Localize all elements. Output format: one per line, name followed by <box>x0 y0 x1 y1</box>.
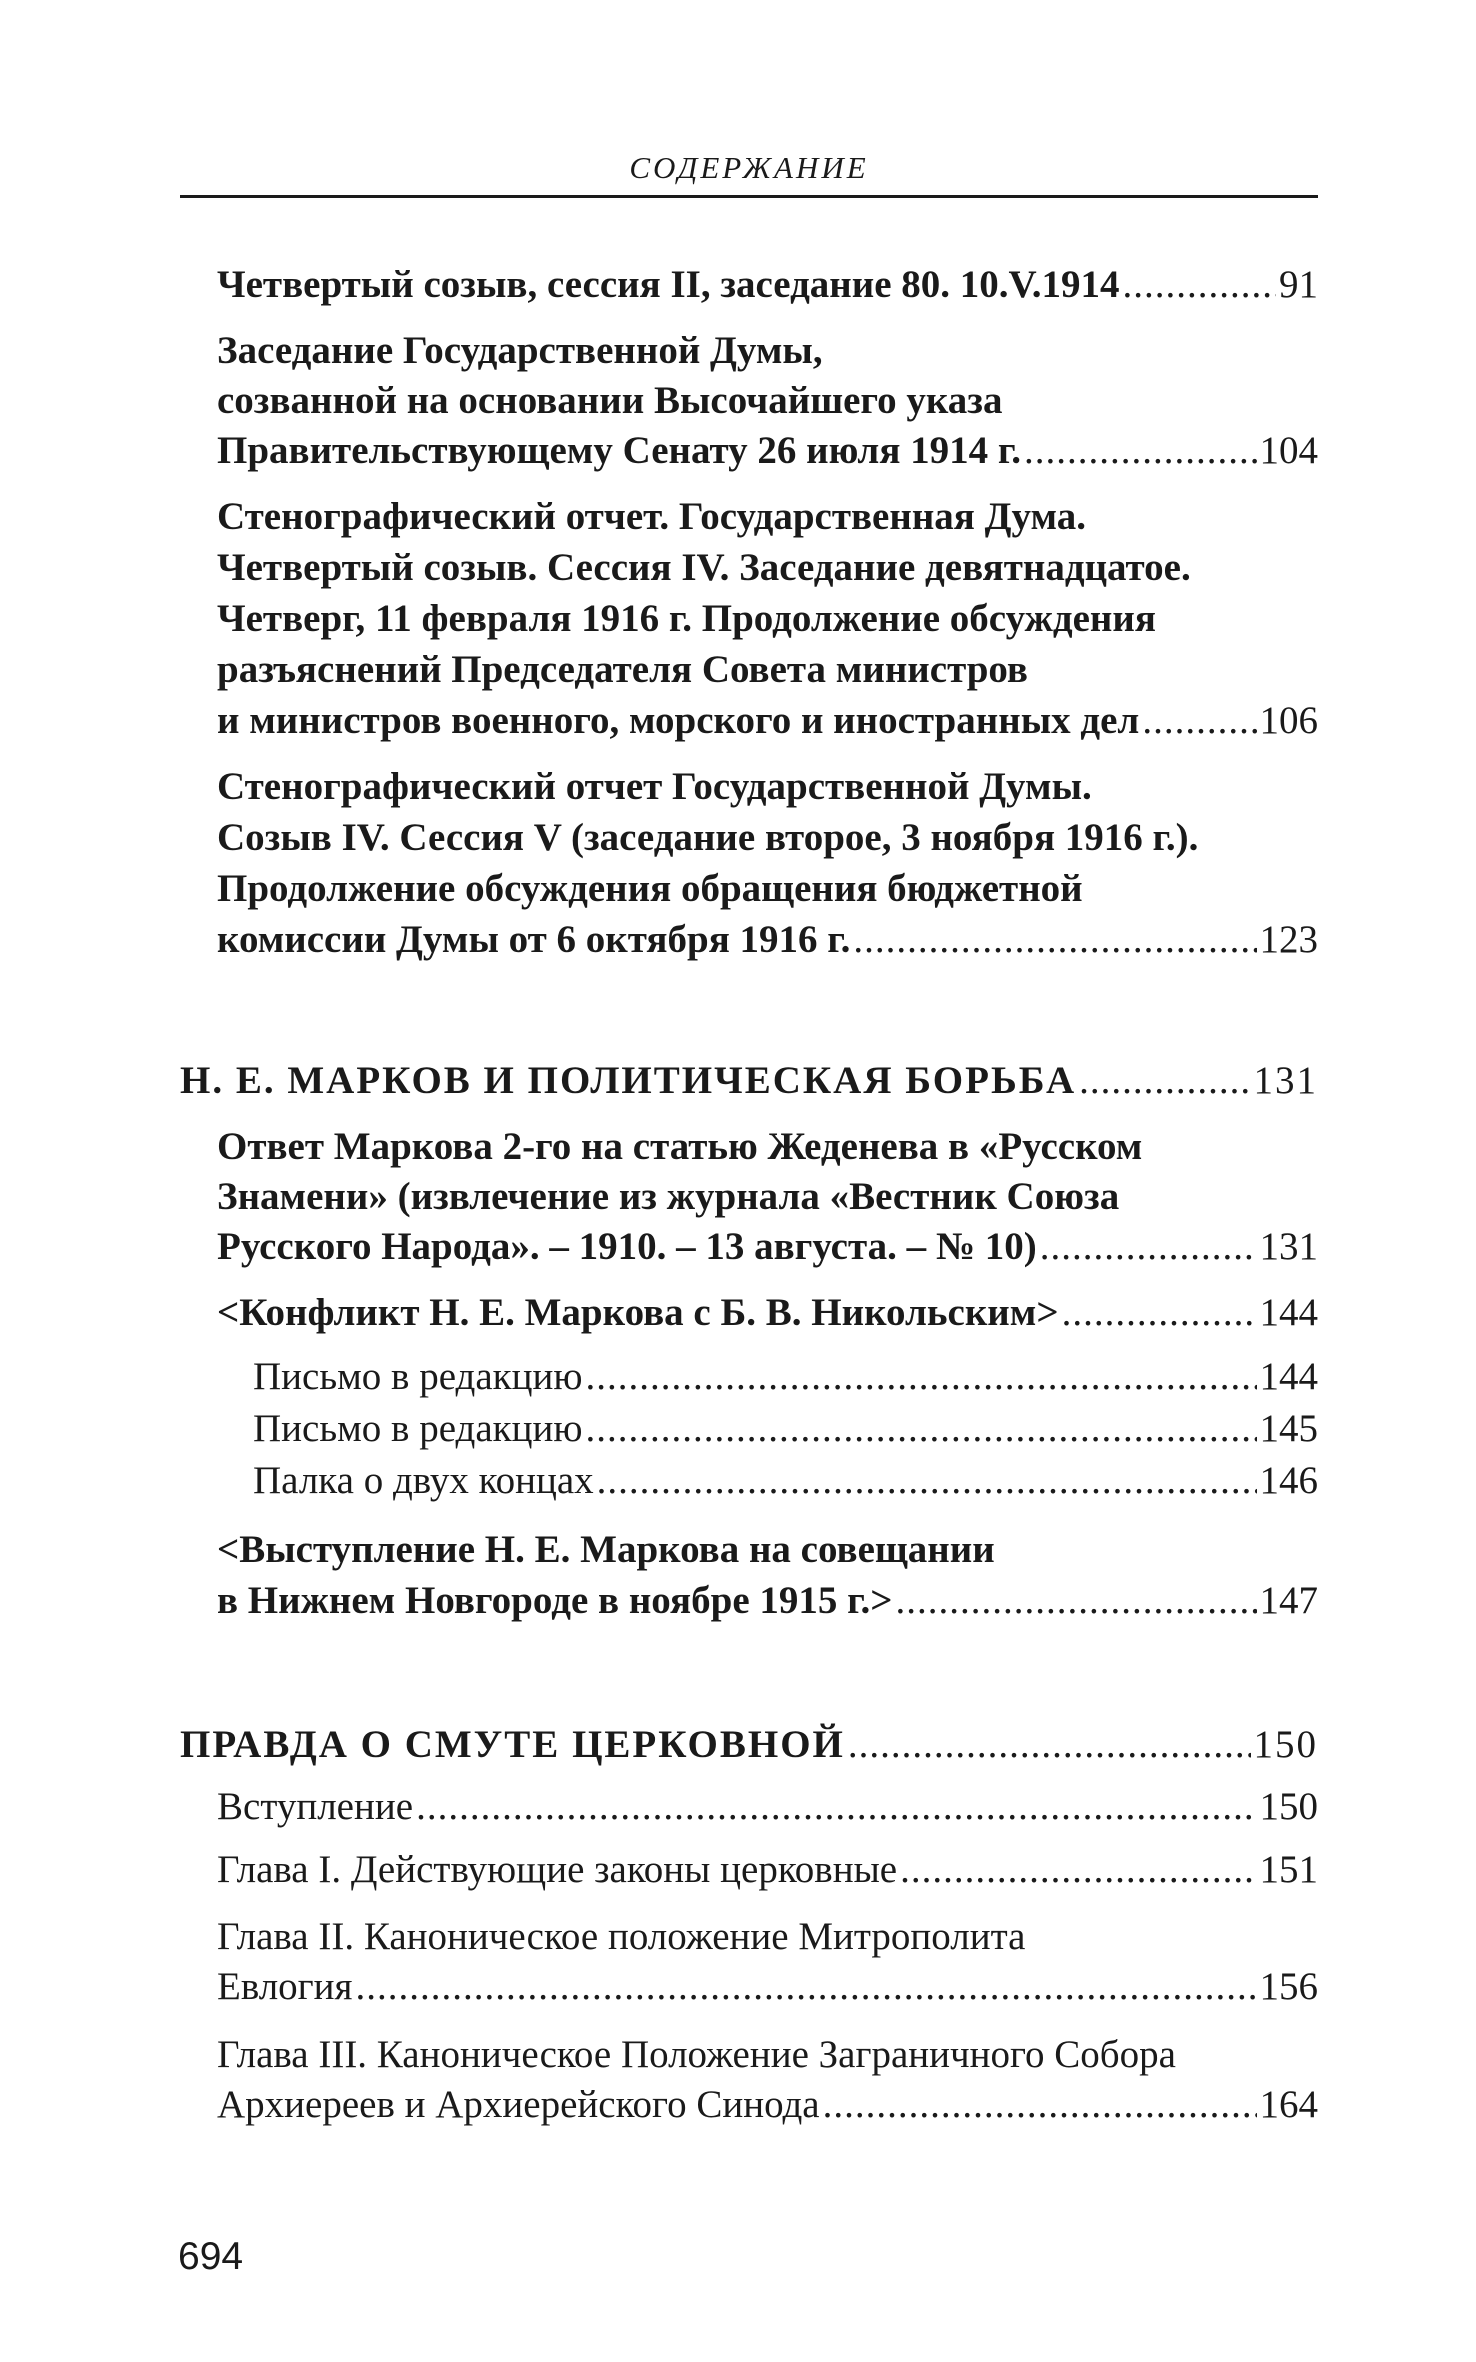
toc-section-page: 131 <box>1253 1059 1318 1102</box>
toc-entry <box>217 2080 1318 2130</box>
toc-entry-title: Знамени» (извлечение из журнала «Вестник Союза <box>217 1175 1120 1218</box>
toc-entry-title: разъяснений Председателя Совета министров <box>217 648 1028 691</box>
leader-dots <box>895 1576 1256 1626</box>
toc-entry-title: <Выступление Н. Е. Маркова на совещании <box>217 1528 995 1571</box>
toc-entry-title: Четвертый созыв. Сессия IV. Заседание девятнадцатое. <box>217 546 1191 589</box>
toc-entry <box>217 915 1318 965</box>
toc-entry-page: 104 <box>1259 429 1318 472</box>
toc-entry <box>217 1288 1318 1338</box>
toc-entry-title: Продолжение обсуждения обращения бюджетной <box>217 867 1083 910</box>
toc-entry-title: в Нижнем Новгороде в ноябре 1915 г.> <box>217 1579 893 1622</box>
toc-entry-page: 123 <box>1259 918 1318 961</box>
leader-dots <box>597 1456 1257 1506</box>
leader-dots <box>1024 426 1257 476</box>
toc-section-heading <box>180 1720 1318 1770</box>
toc-entry-title: Созыв IV. Сессия V (заседание второе, 3 ноября 1916 г.). <box>217 816 1199 859</box>
toc-entry-line <box>217 543 1191 593</box>
toc-subentry-title: Палка о двух концах <box>253 1459 594 1502</box>
toc-subentry <box>253 1352 1318 1402</box>
leader-dots <box>1079 1056 1250 1106</box>
toc-entry-title: комиссии Думы от 6 октября 1916 г. <box>217 918 851 961</box>
toc-subentry-page: 144 <box>1259 1355 1318 1398</box>
leader-dots <box>416 1782 1256 1832</box>
leader-dots <box>586 1404 1257 1454</box>
toc-entry-title: Глава II. Каноническое положение Митрополита <box>217 1915 1026 1958</box>
toc-entry-title: Ответ Маркова 2-го на статью Жеденева в «Русском <box>217 1125 1143 1168</box>
toc-entry <box>217 1845 1318 1895</box>
leader-dots <box>848 1720 1251 1770</box>
leader-dots <box>1040 1222 1257 1272</box>
leader-dots <box>853 915 1256 965</box>
toc-subentry-title: Письмо в редакцию <box>253 1355 583 1398</box>
toc-entry-page: 106 <box>1259 699 1318 742</box>
toc-entry-title: и министров военного, морского и иностранных дел <box>217 699 1140 742</box>
toc-entry-title: созванной на основании Высочайшего указа <box>217 379 1003 422</box>
toc-subentry <box>253 1456 1318 1506</box>
toc-entry-line <box>217 594 1156 644</box>
toc-entry-page: 164 <box>1259 2083 1318 2126</box>
toc-entry-line <box>217 762 1092 812</box>
toc-entry-page: 144 <box>1259 1291 1318 1334</box>
toc-entry-line <box>217 2030 1176 2080</box>
toc-entry-title: Евлогия <box>217 1965 353 2008</box>
toc-section-title: Н. Е. МАРКОВ И ПОЛИТИЧЕСКАЯ БОРЬБА <box>180 1059 1077 1102</box>
running-head: СОДЕРЖАНИЕ <box>629 150 869 185</box>
toc-entry-page: 91 <box>1279 263 1318 306</box>
toc-entry-line <box>217 1912 1025 1962</box>
toc-entry-line <box>217 813 1198 863</box>
toc-entry-title: Заседание Государственной Думы, <box>217 329 823 372</box>
toc-entry-page: 150 <box>1259 1785 1318 1828</box>
toc-entry-line <box>217 492 1086 542</box>
leader-dots <box>900 1845 1256 1895</box>
leader-dots <box>586 1352 1257 1402</box>
toc-entry-title: Архиереев и Архиерейского Синода <box>217 2083 820 2126</box>
toc-section-page: 150 <box>1253 1723 1318 1766</box>
toc-entry-title: Вступление <box>217 1785 414 1828</box>
toc-entry-title: Четверг, 11 февраля 1916 г. Продолжение обсуждения <box>217 597 1156 640</box>
toc-entry <box>217 1222 1318 1272</box>
toc-entry <box>217 1782 1318 1832</box>
toc-entry <box>217 696 1318 746</box>
toc-entry-line <box>217 1172 1119 1222</box>
toc-entry-line <box>217 645 1028 695</box>
page-number: 694 <box>178 2235 244 2278</box>
toc-subentry-page: 146 <box>1259 1459 1318 1502</box>
toc-entry <box>217 1576 1318 1626</box>
leader-dots <box>1122 260 1276 310</box>
toc-entry-page: 131 <box>1259 1225 1318 1268</box>
toc-entry-line <box>217 1525 995 1575</box>
toc-entry-page: 147 <box>1259 1579 1318 1622</box>
toc-entry-title: Стенографический отчет. Государственная Дума. <box>217 495 1087 538</box>
toc-entry-title: Русского Народа». – 1910. – 13 августа. – № 10) <box>217 1225 1037 1268</box>
toc-subentry <box>253 1404 1318 1454</box>
leader-dots <box>1062 1288 1257 1338</box>
toc-entry-line <box>217 1122 1142 1172</box>
toc-entry-page: 156 <box>1259 1965 1318 2008</box>
leader-dots <box>823 2080 1257 2130</box>
toc-entry <box>217 1962 1318 2012</box>
toc-entry <box>217 260 1318 310</box>
toc-section-title: ПРАВДА О СМУТЕ ЦЕРКОВНОЙ <box>180 1723 845 1766</box>
toc-entry-title: Глава III. Каноническое Положение Заграничного Собора <box>217 2033 1176 2076</box>
toc-entry-page: 151 <box>1259 1848 1318 1891</box>
toc-entry-line <box>217 864 1083 914</box>
header-rule <box>180 195 1318 198</box>
leader-dots <box>1142 696 1256 746</box>
toc-subentry-title: Письмо в редакцию <box>253 1407 583 1450</box>
toc-subentry-page: 145 <box>1259 1407 1318 1450</box>
toc-entry-title: <Конфликт Н. Е. Маркова с Б. В. Никольским> <box>217 1291 1059 1334</box>
leader-dots <box>356 1962 1257 2012</box>
toc-entry-title: Глава I. Действующие законы церковные <box>217 1848 898 1891</box>
toc-section-heading <box>180 1056 1318 1106</box>
toc-entry <box>217 426 1318 476</box>
toc-entry-line <box>217 326 823 376</box>
toc-entry-line <box>217 376 1002 426</box>
toc-entry-title: Четвертый созыв, сессия II, заседание 80. 10.V.1914 <box>217 263 1120 306</box>
toc-entry-title: Стенографический отчет Государственной Думы. <box>217 765 1092 808</box>
toc-entry-title: Правительствующему Сенату 26 июля 1914 г. <box>217 429 1021 472</box>
